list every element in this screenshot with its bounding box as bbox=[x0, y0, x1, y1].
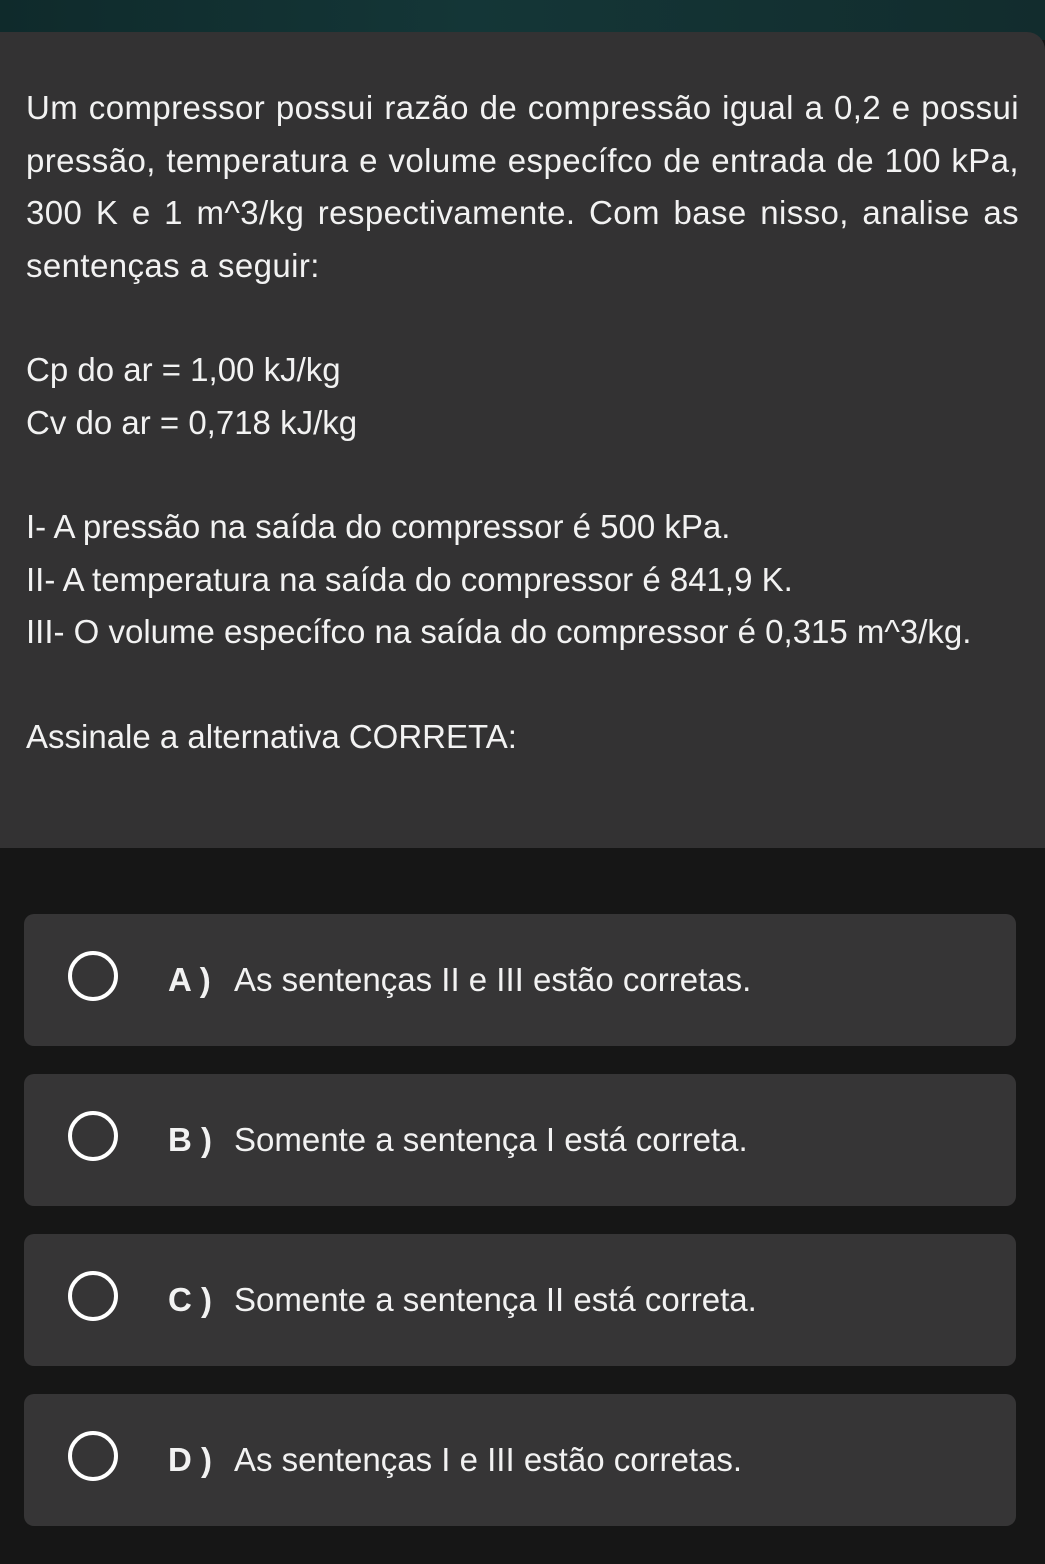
constant-cv: Cv do ar = 0,718 kJ/kg bbox=[26, 403, 358, 441]
statement-i: I- A pressão na saída do compressor é 500 kPa. bbox=[26, 508, 731, 545]
option-d[interactable] bbox=[24, 1394, 1016, 1526]
option-text: Somente a sentença I está correta. bbox=[234, 1121, 748, 1158]
question-card bbox=[0, 32, 1045, 848]
option-text: As sentenças II e III estão corretas. bbox=[234, 961, 752, 998]
option-b[interactable] bbox=[24, 1074, 1016, 1206]
radio-circle-icon[interactable] bbox=[68, 1431, 118, 1481]
spacer bbox=[26, 449, 1019, 501]
option-letter: C ) bbox=[168, 1281, 212, 1318]
radio-circle-icon[interactable] bbox=[68, 951, 118, 1001]
radio-circle-icon[interactable] bbox=[68, 1111, 118, 1161]
option-text: As sentenças I e III estão corretas. bbox=[234, 1441, 743, 1478]
option-c[interactable] bbox=[24, 1234, 1016, 1366]
statement-iii: III- O volume específco na saída do compressor é 0,315 m^3/kg. bbox=[26, 613, 972, 650]
answer-options bbox=[24, 914, 1016, 1554]
constant-cp: Cp do ar = 1,00 kJ/kg bbox=[26, 351, 341, 388]
option-a[interactable] bbox=[24, 914, 1016, 1046]
option-letter: D ) bbox=[168, 1441, 212, 1478]
spacer bbox=[26, 292, 1019, 344]
statement-ii: II- A temperatura na saída do compressor é 841,9 K. bbox=[26, 560, 793, 598]
question-intro: Um compressor possui razão de compressão igual a 0,2 e possui pressão, temperatura e volume específco de entrada de 100 kPa, 300 K e 1 m^3/kg respectivamente. Com base nisso, analise as sentenças a seguir: bbox=[26, 89, 1019, 284]
question-instruction: Assinale a alternativa CORRETA: bbox=[26, 717, 517, 755]
radio-circle-icon[interactable] bbox=[68, 1271, 118, 1321]
option-text: Somente a sentença II está correta. bbox=[234, 1281, 757, 1318]
option-letter: A ) bbox=[168, 961, 211, 998]
spacer bbox=[26, 659, 1019, 711]
option-letter: B ) bbox=[168, 1121, 212, 1158]
